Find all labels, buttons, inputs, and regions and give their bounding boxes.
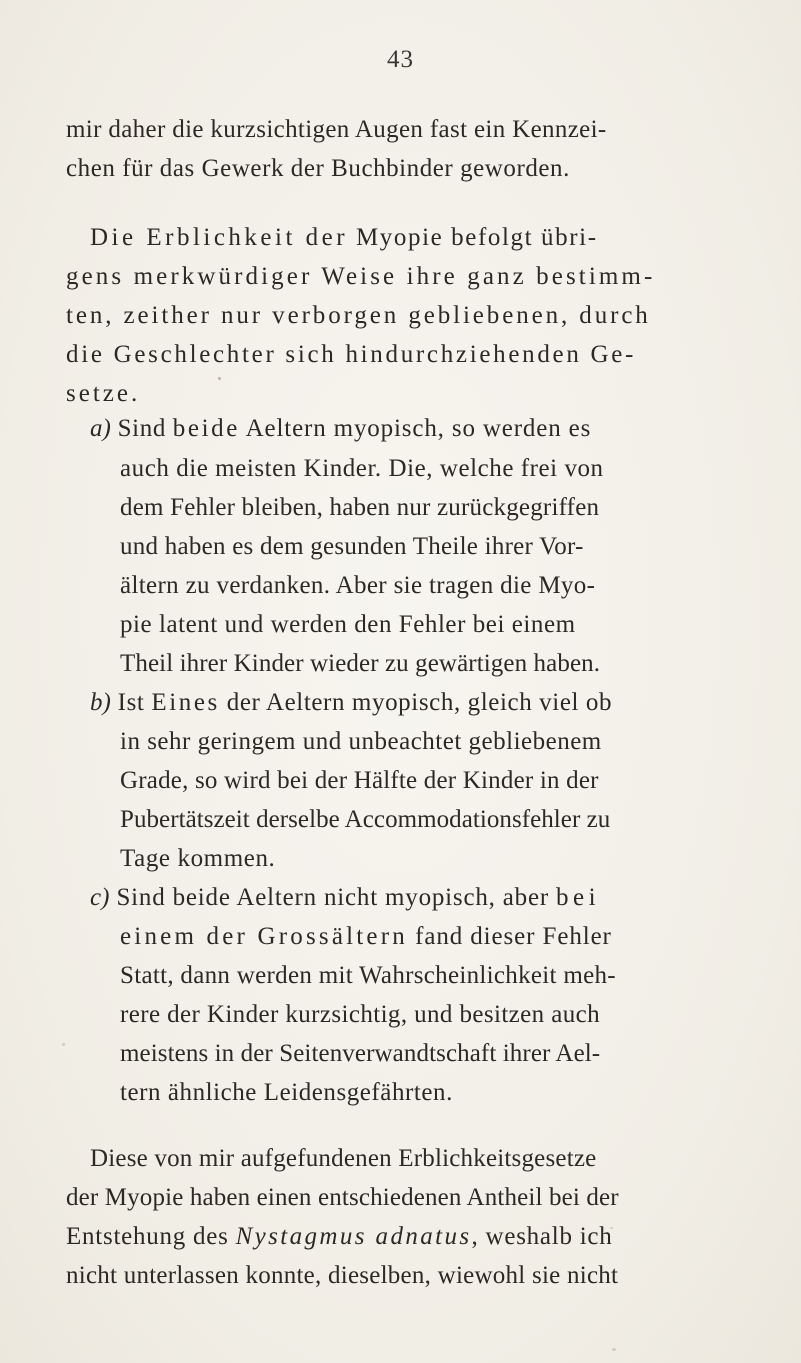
item-b-label: b) <box>90 689 111 716</box>
paragraph-2-line-4: die Geschlechter sich hindurchziehenden Ge- <box>66 341 637 368</box>
item-c-label: c) <box>90 884 110 911</box>
latin-term: Nystagmus adnatus <box>235 1223 472 1250</box>
item-a-emphasis: beide <box>172 415 240 442</box>
item-a-line-2: auch die meisten Kinder. Die, welche frei von <box>120 455 604 482</box>
item-c-emphasis-2: einem der Grossältern <box>120 923 408 950</box>
paper-speck <box>62 1043 65 1046</box>
paragraph-3-line-2: der Myopie haben einen entschiedenen Antheil bei der <box>66 1184 619 1211</box>
paragraph-3-line-3-start: Entstehung des <box>66 1223 236 1250</box>
item-b-line-3: Grade, so wird bei der Hälfte der Kinder in der <box>120 767 599 794</box>
paragraph-2-line-3: ten, zeither nur verborgen gebliebenen, durch <box>66 302 651 329</box>
item-a-line-4: und haben es dem gesunden Theile ihrer Vor- <box>120 533 584 560</box>
paragraph-2-line-1 <box>90 225 598 250</box>
item-b-line-4: Pubertätszeit derselbe Accommodationsfehler zu <box>120 806 611 833</box>
spaced-emphasis: Die Erblichkeit der <box>90 224 349 251</box>
page-number: 43 <box>387 46 414 73</box>
item-c-line-4: rere der Kinder kurzsichtig, und besitzen auch <box>120 1001 601 1028</box>
item-c-emphasis: bei <box>556 884 601 911</box>
item-a-line-1 <box>90 416 591 441</box>
item-b-line-5: Tage kommen. <box>120 845 276 872</box>
item-c-line-5: meistens in der Seitenverwandtschaft ihrer Ael- <box>120 1040 601 1067</box>
item-b-emphasis: Eines <box>151 689 220 716</box>
item-b-line-1-end: der Aeltern myopisch, gleich viel ob <box>219 689 613 716</box>
paragraph-3-line-1: Diese von mir aufgefundenen Erblichkeitsgesetze <box>90 1145 597 1172</box>
item-b-line-1 <box>90 690 612 715</box>
item-a-line-1-start: Sind <box>110 415 173 442</box>
paragraph-1-line-2: chen für das Gewerk der Buchbinder geworden. <box>66 155 570 182</box>
paragraph-3-line-3-end: , weshalb ich <box>471 1223 613 1250</box>
paper-speck <box>218 377 221 380</box>
item-c-line-1 <box>90 885 600 910</box>
item-b-line-1-start: Ist <box>110 689 152 716</box>
item-a-line-6: pie latent und werden den Fehler bei einem <box>120 611 576 638</box>
item-a-line-3: dem Fehler bleiben, haben nur zurückgegriffen <box>120 494 600 521</box>
item-c-line-6: tern ähnliche Leidensgefährten. <box>120 1079 453 1106</box>
item-c-line-2 <box>120 924 612 949</box>
paragraph-1-line-1: mir daher die kurzsichtigen Augen fast ein Kennzei- <box>66 116 607 143</box>
item-a-line-7: Theil ihrer Kinder wieder zu gewärtigen haben. <box>120 650 601 677</box>
paragraph-2-line-2: gens merkwürdiger Weise ihre ganz bestimm- <box>66 263 656 290</box>
item-a-line-5: ältern zu verdanken. Aber sie tragen die Myo- <box>120 572 596 599</box>
paragraph-2-line-1-rest: Myopie befolgt übri- <box>348 224 598 251</box>
paragraph-3-line-3 <box>66 1224 613 1249</box>
paragraph-2-line-5: setze. <box>66 380 141 407</box>
item-a-line-1-end: Aeltern myopisch, so werden es <box>239 415 592 442</box>
item-c-line-2-end: fand dieser Fehler <box>407 923 612 950</box>
item-c-line-3: Statt, dann werden mit Wahrscheinlichkeit meh- <box>120 962 616 989</box>
paper-speck <box>612 1348 616 1351</box>
paper-speck <box>610 1227 613 1229</box>
item-c-line-1-start: Sind beide Aeltern nicht myopisch, aber <box>109 884 557 911</box>
item-b-line-2: in sehr geringem und unbeachtet gebliebenem <box>120 728 602 755</box>
paragraph-3-line-4: nicht unterlassen konnte, dieselben, wiewohl sie nicht <box>66 1262 619 1289</box>
item-a-label: a) <box>90 415 111 442</box>
